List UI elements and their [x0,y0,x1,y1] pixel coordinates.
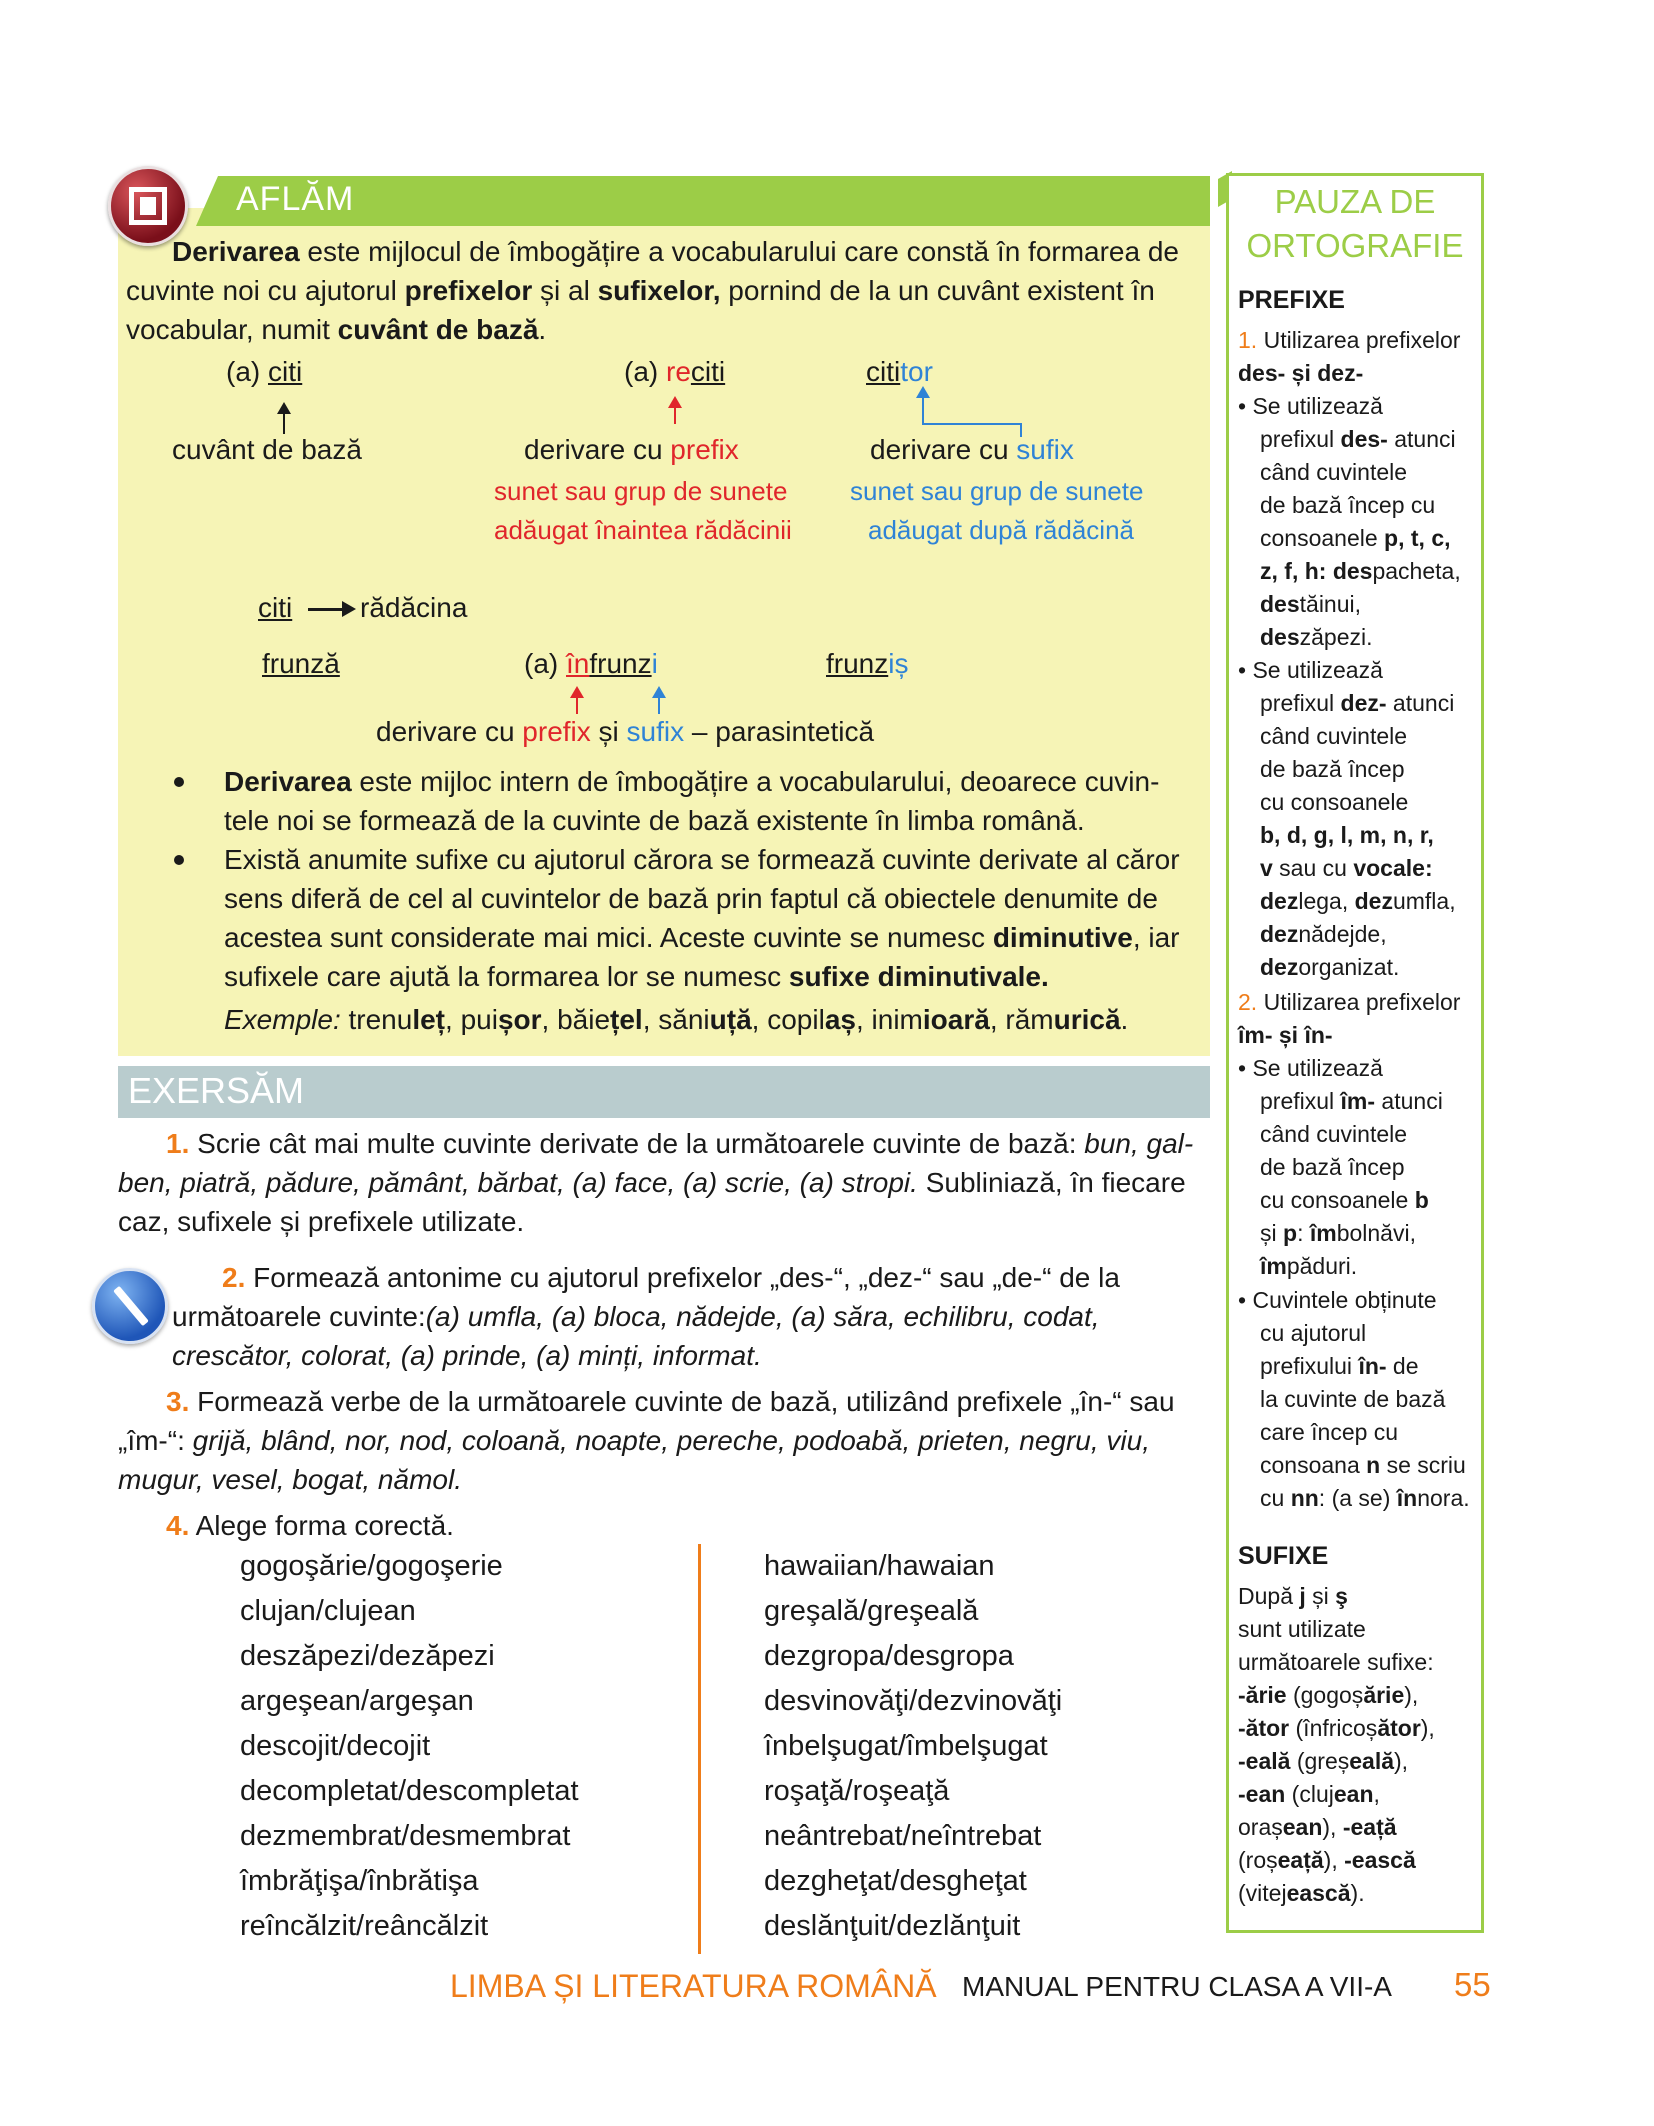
sidebar-title: PAUZA DE ORTOGRAFIE [1246,183,1464,264]
exercise-title: EXERSĂM [128,1070,305,1111]
option-left: deszăpezi/dezăpezi [240,1640,495,1672]
prefix-note-1: sunet sau grup de sunete [494,476,788,506]
bullet-derivation-internal: Derivarea este mijloc intern de îmbogățire a vocabularului, deoarece cuvin- tele noi se formează de la cuvinte de bază existente în limba română. [170,762,1200,840]
example-frunza: frunză [262,648,340,679]
rule-1-bullet-des: • Se utilizează prefixul des- atunci când cuvintele de bază încep cu consoanele p, t, c, z, f, h: despacheta, destăinui, deszăpezi. [1238,393,1461,650]
option-left: descojit/decojit [240,1730,431,1762]
exercise-2-line-3: crescător, colorat, (a) prinde, (a) minți, informat. [172,1340,762,1371]
option-right: deslănţuit/dezlănţuit [764,1910,1021,1942]
exercise-1-line-1: 1. Scrie cât mai multe cuvinte derivate de la următoarele cuvinte de bază: bun, gal- [166,1128,1194,1159]
option-left: clujan/clujean [240,1595,416,1627]
bullet-icon [174,777,184,787]
suffix-note-2: adăugat după rădăcină [868,515,1135,545]
option-left: argeşean/argeşan [240,1685,474,1717]
label-prefix-derivation: derivare cu prefix [524,434,739,465]
root-example: citi [258,592,293,623]
exercise-3-line-2: „îm-“: grijă, blând, nor, nod, coloană, noapte, pereche, podoabă, prieten, negru, viu, [118,1425,1150,1456]
arrow-right-icon [342,601,356,617]
root-label: rădăcina [360,592,468,623]
footer-manual: MANUAL PENTRU CLASA A VII-A [962,1971,1392,2002]
pencil-icon [92,1268,168,1344]
option-right: dezgropa/desgropa [764,1640,1014,1672]
option-left: gogoşărie/gogoşerie [240,1550,503,1582]
exercise-1-line-3: caz, sufixele și prefixele utilizate. [118,1206,525,1237]
bullet-icon [174,855,184,865]
examples-line: Exemple: trenuleț, puișor, băiețel, săniuță, copilaș, inimioară, rămurică. [224,1004,1129,1035]
example-infrunzi: (a) înfrunzi [524,648,658,679]
option-left: decompletat/descompletat [240,1775,579,1807]
exercise-3-line-1: 3. Formează verbe de la următoarele cuvinte de bază, utilizând prefixele „în-“ sau [166,1386,1175,1417]
rule-1-bullet-dez: • Se utilizează prefixul dez- atunci când cuvintele de bază încep cu consoanele b, d, g, l, m, n, r, v sau cu vocale: dezlega, dezumfla, deznădejde, dezorganizat. [1238,657,1456,980]
example-reciti: (a) reciti [624,356,726,387]
sidebar-heading-sufixe: SUFIXE [1238,1542,1329,1570]
intro-line-2: cuvinte noi cu ajutorul prefixelor și al sufixelor, pornind de la un cuvânt existent în [126,275,1155,306]
option-right: înbelşugat/îmbelşugat [764,1730,1048,1762]
label-suffix-derivation: derivare cu sufix [870,434,1074,465]
suffix-note-1: sunet sau grup de sunete [850,476,1144,506]
arrow-up-icon [658,688,660,714]
arrow-up-icon [916,386,930,398]
option-right: dezgheţat/desgheţat [764,1865,1027,1897]
exercise-3-line-3: mugur, vesel, bogat, nămol. [118,1464,462,1495]
page-number: 55 [1454,1966,1491,2003]
option-right: greşală/greşeală [764,1595,979,1627]
prefix-note-2: adăugat înaintea rădăcinii [494,515,792,545]
exercise-2-line-1: 2. Formează antonime cu ajutorul prefixelor „des-“, „dez-“ sau „de-“ de la [222,1262,1120,1293]
rule-1: 1. Utilizarea prefixelor des- și dez- [1238,327,1461,386]
option-right: roşaţă/roşeaţă [764,1775,950,1807]
option-right: neântrebat/neîntrebat [764,1820,1042,1852]
connector-line [922,398,924,424]
option-right: desvinovăţi/dezvinovăţi [764,1685,1063,1717]
intro-line-3: vocabular, numit cuvânt de bază. [126,314,547,345]
rule-2-bullet-in: • Cuvintele obținute cu ajutorul prefixului în- de la cuvinte de bază care încep cu consoana n se scriu cu nn: (a se) înnora. [1238,1287,1470,1511]
column-divider [698,1544,701,1954]
learn-title: AFLĂM [236,180,355,218]
connector-line [922,423,1022,425]
label-base-word: cuvânt de bază [172,434,362,465]
option-left: reîncălzit/reâncălzit [240,1910,489,1942]
example-frunzis: frunziș [826,648,909,679]
exercise-4-title: 4. Alege forma corectă. [166,1510,454,1541]
rule-2: 2. Utilizarea prefixelor îm- și în- [1238,989,1461,1048]
label-parasynthetic: derivare cu prefix și sufix – parasintetică [376,716,875,747]
arrow-up-icon [674,398,676,424]
exercise-1-line-2: ben, piatră, pădure, pământ, bărbat, (a) face, (a) scrie, (a) stropi. Subliniază, în fiecare [118,1167,1186,1198]
option-right: hawaiian/hawaian [764,1550,995,1582]
option-left: dezmembrat/desmembrat [240,1820,571,1852]
bullet-diminutives: Există anumite sufixe cu ajutorul cărora se formează cuvinte derivate al căror sens diferă de cel al cuvintelor de bază prin faptul că obiectele denumite de acestea sunt considerate mai mici. Aceste cuvinte se numesc diminutive, iar sufixele care ajută la formarea lor se numesc sufixe diminutivale. [170,840,1200,996]
rule-2-bullet-im: • Se utilizează prefixul îm- atunci când cuvintele de bază încep cu consoanele b și p: îmbolnăvi, împăduri. [1238,1055,1443,1279]
intro-line-1: Derivarea este mijlocul de îmbogățire a vocabularului care constă în formarea de [172,236,1180,267]
sidebar-heading-prefixe: PREFIXE [1238,286,1345,314]
suffix-rules: După j și ş sunt utilizate următoarele sufixe: -ărie (gogoșărie), -ător (înfricoșător), -eală (greșeală), -ean (clujean, orașean), -eață (roșeață), -ească (vitejească). [1238,1583,1435,1906]
option-left: îmbrăţişa/înbrătişa [240,1865,479,1897]
arrow-up-icon [283,404,285,434]
arrow-up-icon [576,688,578,714]
footer-subject: LIMBA ȘI LITERATURA ROMÂNĂ [450,1968,937,2004]
exercise-2-line-2: următoarele cuvinte:(a) umfla, (a) bloca, nădejde, (a) săra, echilibru, codat, [172,1301,1100,1332]
example-cititor: cititor [866,356,933,387]
example-citi: (a) citi [226,356,303,387]
arrow-right-line [308,608,344,611]
